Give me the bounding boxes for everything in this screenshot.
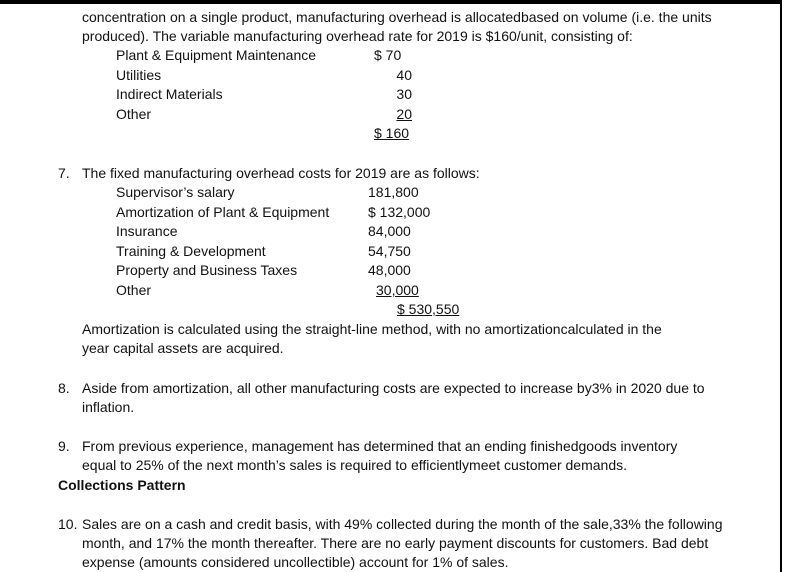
fo-label: Property and Business Taxes	[116, 262, 298, 278]
vo-value: 40	[396, 67, 412, 83]
fo-value: 30,000	[376, 282, 419, 298]
item-10-line-3: expense (amounts considered uncollectible) account for 1% of sales.	[82, 554, 509, 570]
vo-label: Indirect Materials	[116, 86, 223, 102]
item-7-note-1: Amortization is calculated using the straight-line method, with no amortizationcalculated in the	[82, 321, 662, 337]
fo-value: 54,750	[368, 243, 411, 259]
item-10-number: 10.	[58, 516, 78, 532]
fo-label: Other	[116, 282, 152, 298]
item-8-line-1: Aside from amortization, all other manufacturing costs are expected to increase by3% in 2020 due to	[82, 380, 705, 396]
vo-label: Utilities	[116, 67, 162, 83]
item-8-number: 8.	[58, 380, 70, 396]
item-7-note-2: year capital assets are acquired.	[82, 340, 284, 356]
fo-label: Insurance	[116, 223, 178, 239]
fo-value: $ 132,000	[368, 204, 431, 220]
fo-label: Amortization of Plant & Equipment	[116, 204, 330, 220]
item-8-line-2: inflation.	[82, 399, 135, 415]
vo-label: Other	[116, 106, 152, 122]
collections-heading: Collections Pattern	[58, 477, 186, 493]
item-9-line-2: equal to 25% of the next month’s sales is required to efficientlymeet customer demands.	[82, 457, 628, 473]
right-border	[780, 0, 782, 572]
fo-value: 84,000	[368, 223, 411, 239]
fo-label: Training & Development	[116, 243, 266, 259]
fo-value: 181,800	[368, 184, 419, 200]
vo-value: $ 70	[374, 47, 402, 63]
vo-label: Plant & Equipment Maintenance	[116, 47, 317, 63]
fo-value: 48,000	[368, 262, 411, 278]
item-7-text: The fixed manufacturing overhead costs for 2019 are as follows:	[82, 165, 480, 181]
fo-total: $ 530,550	[397, 301, 460, 317]
item-9-line-1: From previous experience, management has determined that an ending finishedgoods inventory	[82, 438, 678, 454]
vo-total: $ 160	[374, 125, 410, 141]
intro-line-1: concentration on a single product, manufacturing overhead is allocatedbased on volume (i.e. the units	[82, 9, 712, 25]
intro-line-2: produced). The variable manufacturing overhead rate for 2019 is $160/unit, consisting of:	[82, 28, 633, 44]
vo-value: 30	[396, 86, 412, 102]
item-10-line-2: month, and 17% the month thereafter. There are no early payment discounts for customers. Bad debt	[82, 535, 709, 551]
item-10-line-1: Sales are on a cash and credit basis, with 49% collected during the month of the sale,33% the following	[82, 516, 723, 532]
vo-value: 20	[396, 106, 412, 122]
item-7-number: 7.	[58, 165, 70, 181]
fo-label: Supervisor’s salary	[116, 184, 235, 200]
item-9-number: 9.	[58, 438, 70, 454]
top-border	[0, 0, 782, 4]
